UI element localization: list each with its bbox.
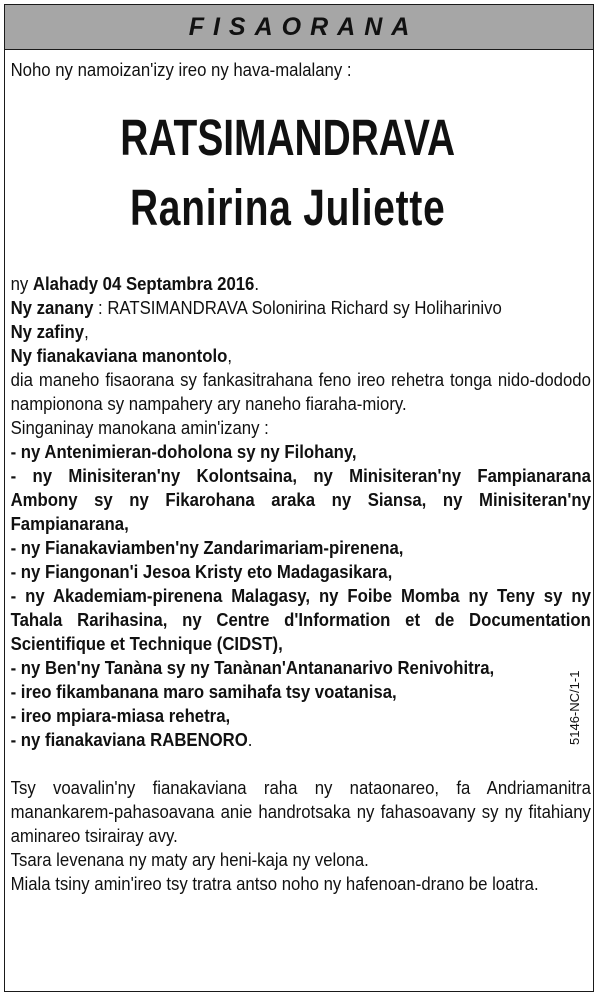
children-line xyxy=(11,296,591,320)
children-label: Ny zanany xyxy=(10,298,94,318)
notice-header xyxy=(5,5,593,50)
notice-body xyxy=(11,272,591,896)
list-item: - ny fianakaviana RABENORO. xyxy=(10,730,253,750)
family-line xyxy=(11,344,591,368)
intro-text: Noho ny namoizan'izy ireo ny hava-malalany : xyxy=(10,60,352,80)
special-intro: Singaninay manokana amin'izany : xyxy=(10,418,269,438)
thanks-list xyxy=(11,440,591,752)
date-prefix: ny xyxy=(10,274,33,294)
grandchildren-label: Ny zafiny xyxy=(10,322,85,342)
death-date: Alahady 04 Septambra 2016 xyxy=(32,274,255,294)
deceased-surname: RATSIMANDRAVA xyxy=(120,109,456,166)
closing-section xyxy=(11,776,591,896)
family-label: Ny fianakaviana manontolo xyxy=(10,346,228,366)
list-item: - ireo mpiara-miasa rehetra, xyxy=(10,706,231,726)
closing-farewell: Tsara levenana ny maty ary heni-kaja ny velona. xyxy=(10,850,369,870)
list-item: - ny Fiangonan'i Jesoa Kristy eto Madagasikara, xyxy=(10,562,393,582)
children-names: : RATSIMANDRAVA Solonirina Richard sy Holiharinivo xyxy=(93,298,502,318)
notice-title: FISAORANA xyxy=(188,12,419,41)
date-suffix: . xyxy=(254,274,260,294)
list-item: - ny Fianakaviamben'ny Zandarimariam-pirenena, xyxy=(10,538,404,558)
notice-content xyxy=(5,50,594,896)
family-suffix: , xyxy=(227,346,232,366)
closing-apology: Miala tsiny amin'ireo tsy tratra antso noho ny hafenoan-drano be loatra. xyxy=(10,874,539,894)
list-item: - ny Minisiteran'ny Kolontsaina, ny Minisiteran'ny Fampianarana Ambony sy ny Fikarohana araka ny Siansa, ny Minisiteran'ny Fampianarana, xyxy=(10,466,591,534)
list-item: - ireo fikambanana maro samihafa tsy voatanisa, xyxy=(10,682,397,702)
reference-code: 5146-NC/1-1 xyxy=(567,670,582,745)
deceased-firstname: Ranirina Juliette xyxy=(129,179,446,236)
date-line xyxy=(11,272,591,296)
list-item: - ny Ben'ny Tanàna sy ny Tanànan'Antananarivo Renivohitra, xyxy=(10,658,495,678)
closing-blessing: Tsy voavalin'ny fianakaviana raha ny nataonareo, fa Andriamanitra manankarem-pahasoavana anie handrotsaka ny fahasoavany sy ny fitahiany aminareo tsirairay avy. xyxy=(10,778,591,846)
gratitude-text: dia maneho fisaorana sy fankasitrahana feno ireo rehetra tonga nido-dododo nampionona sy nampahery ary naneho fiaraha-miory. xyxy=(10,370,591,414)
list-item: - ny Akademiam-pirenena Malagasy, ny Foibe Momba ny Teny sy ny Tahala Rarihasina, ny Centre d'Information et de Documentation Scientifique et Technique (CIDST), xyxy=(10,586,591,654)
grandchildren-suffix: , xyxy=(84,322,89,342)
grandchildren-line xyxy=(11,320,591,344)
deceased-name xyxy=(39,104,536,244)
notice-frame xyxy=(4,4,594,992)
list-item: - ny Antenimieran-doholona sy ny Filohany, xyxy=(10,442,357,462)
